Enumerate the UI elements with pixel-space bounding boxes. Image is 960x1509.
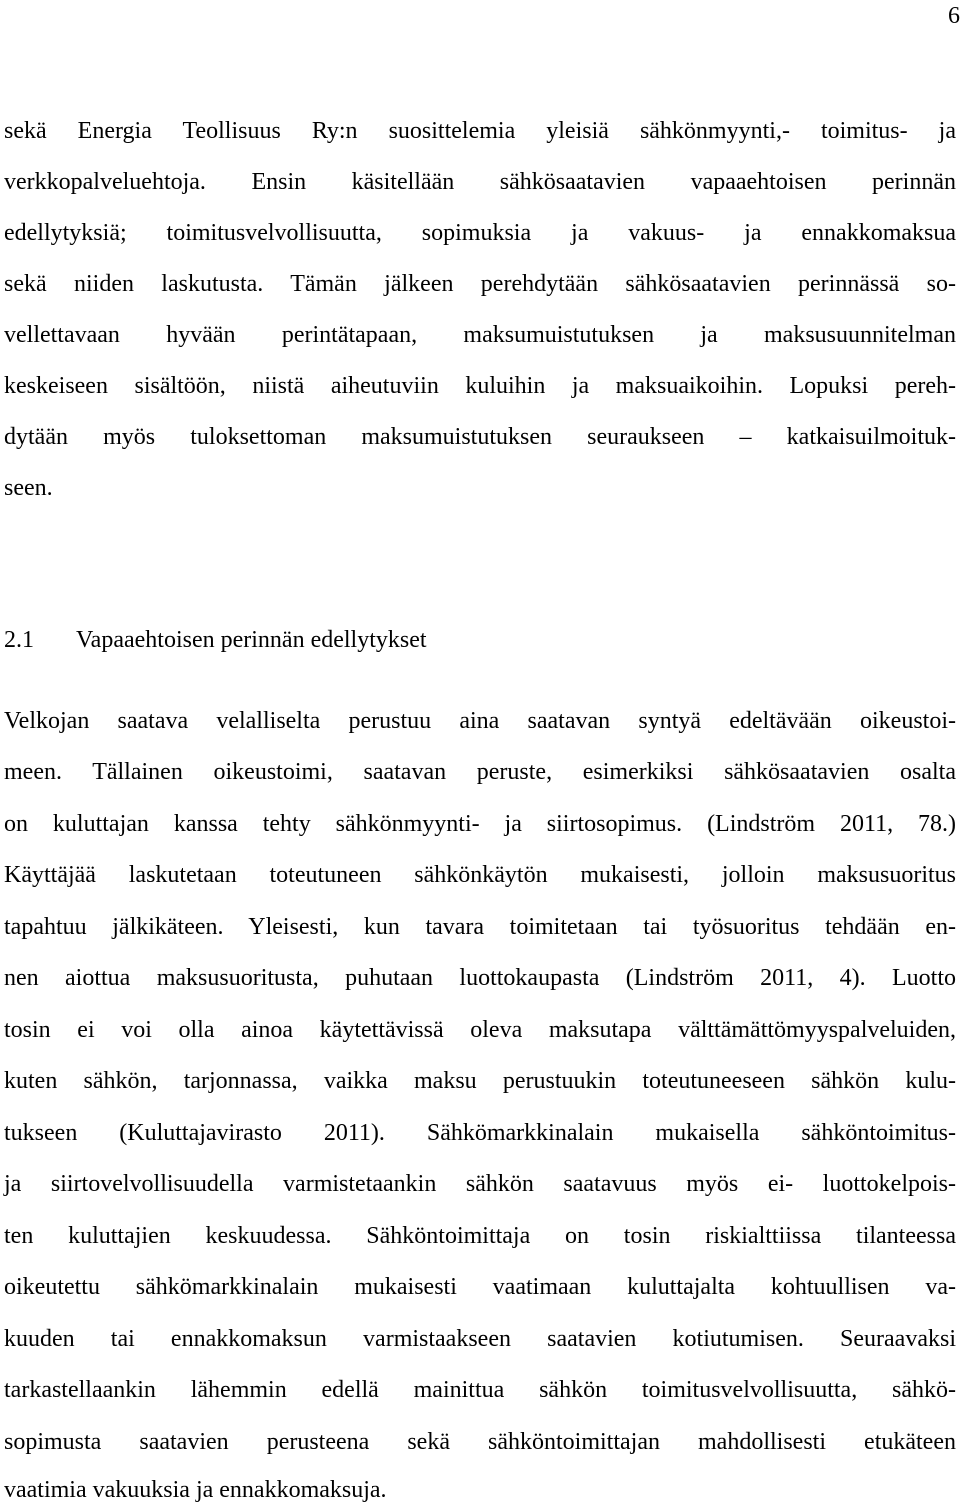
text-line: ja siirtovelvollisuudella varmistetaankin sähkön saatavuus myös ei- luottokelpois- (4, 1171, 956, 1197)
section-title: Vapaaehtoisen perinnän edellytykset (76, 627, 427, 653)
text-line: edellytyksiä; toimitusvelvollisuutta, sopimuksia ja vakuus- ja ennakkomaksua (4, 220, 956, 246)
text-line: sekä niiden laskutusta. Tämän jälkeen perehdytään sähkösaatavien perinnässä so- (4, 271, 956, 297)
text-line: dytään myös tuloksettoman maksumuistutuksen seuraukseen – katkaisuilmoituk- (4, 424, 956, 450)
text-line: meen. Tällainen oikeustoimi, saatavan peruste, esimerkiksi sähkösaatavien osalta (4, 759, 956, 785)
text-line: tapahtuu jälkikäteen. Yleisesti, kun tavara toimitetaan tai työsuoritus tehdään en- (4, 914, 956, 940)
text-line: sopimusta saatavien perusteena sekä sähköntoimittajan mahdollisesti etukäteen (4, 1429, 956, 1455)
text-line: verkkopalveluehtoja. Ensin käsitellään sähkösaatavien vapaaehtoisen perinnän (4, 169, 956, 195)
text-line: seen. (4, 475, 53, 501)
text-line: ten kuluttajien keskuudessa. Sähköntoimittaja on tosin riskialttiissa tilanteessa (4, 1223, 956, 1249)
text-line: on kuluttajan kanssa tehty sähkönmyynti- ja siirtosopimus. (Lindström 2011, 78.) (4, 811, 956, 837)
text-line: tarkastellaankin lähemmin edellä mainittua sähkön toimitusvelvollisuutta, sähkö- (4, 1377, 956, 1403)
text-line: vaatimia vakuuksia ja ennakkomaksuja. (4, 1477, 387, 1503)
text-line: kuuden tai ennakkomaksun varmistaakseen saatavien kotiutumisen. Seuraavaksi (4, 1326, 956, 1352)
text-line: kuten sähkön, tarjonnassa, vaikka maksu perustuukin toteutuneeseen sähkön kulu- (4, 1068, 956, 1094)
section-number: 2.1 (4, 627, 34, 653)
text-line: Käyttäjää laskutetaan toteutuneen sähkönkäytön mukaisesti, jolloin maksusuoritus (4, 862, 956, 888)
page-number: 6 (948, 3, 960, 29)
text-line: oikeutettu sähkömarkkinalain mukaisesti vaatimaan kuluttajalta kohtuullisen va- (4, 1274, 956, 1300)
text-line: keskeiseen sisältöön, niistä aiheutuviin kuluihin ja maksuaikoihin. Lopuksi pereh- (4, 373, 956, 399)
text-line: vellettavaan hyvään perintätapaan, maksumuistutuksen ja maksusuunnitelman (4, 322, 956, 348)
text-line: tukseen (Kuluttajavirasto 2011). Sähkömarkkinalain mukaisella sähköntoimitus- (4, 1120, 956, 1146)
text-line: nen aiottua maksusuoritusta, puhutaan luottokaupasta (Lindström 2011, 4). Luotto (4, 965, 956, 991)
text-line: Velkojan saatava velalliselta perustuu aina saatavan syntyä edeltävään oikeustoi- (4, 708, 956, 734)
text-line: tosin ei voi olla ainoa käytettävissä oleva maksutapa välttämättömyyspalveluiden, (4, 1017, 956, 1043)
text-line: sekä Energia Teollisuus Ry:n suosittelemia yleisiä sähkönmyynti,- toimitus- ja (4, 118, 956, 144)
